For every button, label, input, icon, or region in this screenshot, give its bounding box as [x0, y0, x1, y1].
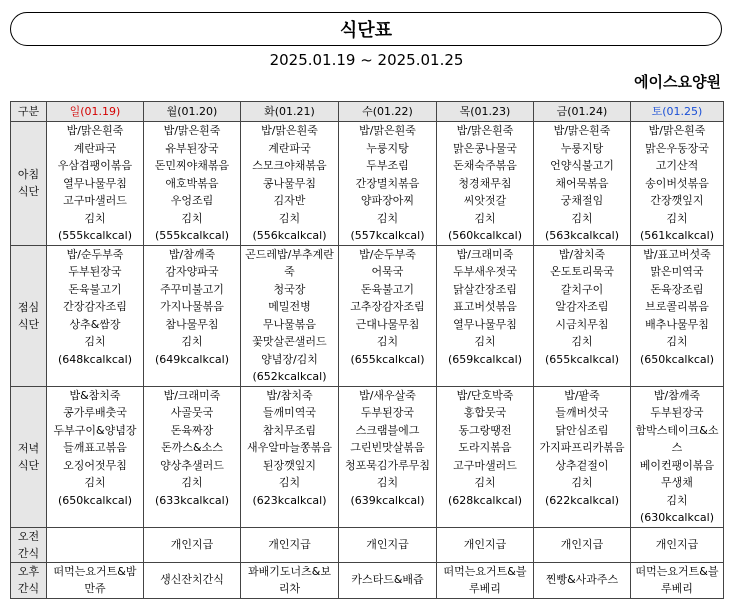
menu-item: 밥/맑은흰죽	[648, 124, 706, 137]
menu-item: 밥/맑은흰죽	[163, 124, 221, 137]
menu-item: 오징어젓무침	[63, 458, 127, 472]
menu-cell	[631, 122, 724, 246]
menu-item: 감자양파국	[165, 265, 219, 278]
snack-label-line: 오후	[17, 565, 40, 578]
menu-item: (633kcalkcal)	[154, 493, 229, 507]
menu-item: 김치	[666, 493, 688, 507]
meal-label-line: 저녁	[17, 441, 40, 455]
snack-item: 개인지급	[463, 537, 507, 551]
menu-item: (560kcalkcal)	[447, 229, 522, 242]
menu-item: 간장깻잎지	[650, 194, 704, 207]
meal-body	[11, 122, 724, 599]
day-header-sun: 일(01.19)	[47, 102, 144, 122]
menu-item: 두부구이&양념장	[53, 423, 137, 437]
menu-item: (652kcalkcal)	[252, 370, 327, 383]
menu-item: (650kcalkcal)	[57, 493, 132, 507]
snack-cell	[47, 527, 144, 562]
menu-item: 김치	[84, 335, 106, 348]
menu-cell	[144, 386, 241, 527]
menu-item: 밥/참치죽	[266, 388, 313, 402]
menu-item: 꽃맛살콘샐러드	[252, 335, 327, 348]
menu-item: (655kcalkcal)	[350, 352, 425, 366]
menu-item: 가지파프리카볶음	[539, 441, 625, 454]
menu-item: 두부된장국	[650, 406, 704, 419]
menu-item: 계란파국	[73, 141, 117, 155]
menu-item: 김치	[84, 211, 106, 225]
menu-item: 된장깻잎지	[262, 458, 317, 472]
menu-item: 밥/크래미죽	[163, 388, 221, 402]
menu-item: (650kcalkcal)	[639, 352, 714, 366]
menu-item: 열무나물무침	[453, 317, 517, 331]
snack-cell	[631, 527, 724, 562]
menu-item: (630kcalkcal)	[639, 511, 714, 524]
menu-item: 참치무조림	[262, 423, 317, 437]
menu-item: 씨앗젓갈	[463, 194, 507, 207]
menu-item: 온도토리묵국	[550, 265, 614, 278]
menu-cell	[631, 245, 724, 386]
snack-label	[11, 527, 47, 562]
menu-item: 들깨표고볶음	[63, 441, 127, 454]
day-header-thu: 목(01.23)	[437, 102, 534, 122]
menu-item: 애호박볶음	[165, 176, 219, 190]
menu-item: 청포묵김가루무침	[344, 458, 430, 472]
snack-cell	[144, 527, 241, 562]
day-header-fri: 금(01.24)	[534, 102, 631, 122]
day-header-sat: 토(01.25)	[631, 102, 724, 122]
menu-item: 김치	[571, 335, 593, 348]
menu-item: (557kcalkcal)	[350, 229, 425, 242]
menu-item: 고구마샐러드	[453, 458, 517, 472]
menu-item: 밥/새우살죽	[359, 388, 416, 402]
menu-item: 콩가루배춧국	[63, 406, 127, 419]
menu-cell	[47, 122, 144, 246]
menu-item: 주꾸미불고기	[160, 282, 224, 296]
menu-item: 밥/순두부죽	[359, 247, 416, 261]
menu-item: 청국장	[273, 282, 306, 296]
menu-item: (648kcalkcal)	[57, 352, 132, 366]
menu-item: 알감자조림	[555, 300, 609, 313]
menu-item: 김치	[278, 211, 301, 225]
menu-item: 밥/맑은흰죽	[359, 124, 416, 137]
menu-item: 배추나물무침	[645, 317, 709, 331]
menu-item: 김치	[181, 211, 203, 225]
snack-cell	[241, 527, 339, 562]
menu-item: (622kcalkcal)	[544, 493, 619, 507]
menu-item: 김치	[278, 476, 301, 489]
menu-item: 김치	[474, 211, 496, 225]
menu-item: 콩나물무침	[262, 176, 317, 190]
meal-row-lunch	[11, 245, 724, 386]
menu-item: 김치	[376, 211, 399, 225]
menu-cell	[437, 122, 534, 246]
menu-item: 홍합뭇국	[463, 406, 507, 419]
meal-label	[11, 122, 47, 246]
menu-item: 밥&참치죽	[69, 388, 121, 402]
menu-item: 그린빈맛살볶음	[350, 441, 425, 454]
snack-label-line: 오전	[17, 529, 40, 543]
menu-cell	[437, 386, 534, 527]
menu-item: 사골뭇국	[170, 406, 214, 419]
menu-item: 김치	[181, 476, 203, 489]
header-row	[11, 102, 724, 122]
meal-label	[11, 386, 47, 527]
menu-cell	[339, 245, 437, 386]
menu-item: (623kcalkcal)	[252, 493, 327, 507]
menu-item: 김치	[84, 476, 106, 489]
corner-label: 구분	[11, 102, 47, 122]
menu-item: 무생채	[661, 476, 693, 489]
snack-item: 떠먹는요거트&블루베리	[635, 564, 719, 595]
snack-item: 떠먹는요거트&블루베리	[443, 564, 527, 595]
menu-item: 계란파국	[268, 141, 311, 155]
snack-label-line: 간식	[17, 582, 40, 595]
page-title: 식단표	[339, 20, 393, 41]
page-title-box	[10, 12, 722, 46]
menu-item: 언양식불고기	[550, 159, 614, 172]
snack-item: 개인지급	[655, 537, 699, 551]
menu-item: 밥/팥죽	[564, 388, 600, 402]
menu-item: 맑은미역국	[650, 265, 704, 278]
menu-item: 스모크야채볶음	[252, 159, 327, 172]
menu-item: 밥/맑은흰죽	[261, 124, 318, 137]
meal-label	[11, 245, 47, 386]
menu-item: 유부된장국	[165, 141, 219, 155]
menu-cell	[339, 122, 437, 246]
menu-item: 어묵국	[371, 265, 404, 278]
meal-row-breakfast	[11, 122, 724, 246]
menu-item: 누룽지탕	[560, 141, 604, 155]
menu-item: 동그랑땡전	[458, 423, 512, 437]
menu-item: (561kcalkcal)	[639, 229, 714, 242]
menu-item: 갈치구이	[560, 282, 604, 296]
menu-item: (628kcalkcal)	[447, 493, 522, 507]
meal-label-line: 식단	[17, 458, 40, 472]
menu-item: 김치	[376, 335, 399, 348]
menu-item: 상추겉절이	[555, 458, 609, 472]
snack-cell	[437, 527, 534, 562]
snack-item: 개인지급	[268, 537, 311, 551]
menu-item: 돈채숙주볶음	[453, 159, 517, 172]
menu-item: 밥/참치죽	[558, 247, 606, 261]
meal-label-line: 아침	[17, 168, 40, 182]
snack-label-line: 간식	[17, 546, 40, 560]
snack-row-morning-snack	[11, 527, 724, 562]
menu-item: 밥/맑은흰죽	[456, 124, 514, 137]
menu-item: 새우알마늘쫑볶음	[246, 441, 332, 454]
snack-item: 카스타드&배즙	[351, 573, 424, 587]
day-header-mon: 월(01.20)	[144, 102, 241, 122]
meal-row-dinner	[11, 386, 724, 527]
menu-item: 무나물볶음	[262, 317, 317, 331]
snack-cell	[534, 527, 631, 562]
menu-item: 김치	[571, 211, 593, 225]
menu-item: 돈민찌야채볶음	[154, 159, 230, 172]
menu-cell	[47, 386, 144, 527]
menu-item: 김치	[571, 476, 593, 489]
menu-item: 스크램블에그	[355, 423, 420, 437]
menu-item: 밥/크래미죽	[456, 247, 514, 261]
menu-item: (649kcalkcal)	[154, 352, 229, 366]
menu-item: (563kcalkcal)	[544, 229, 619, 242]
menu-item: 가지나물볶음	[160, 300, 224, 313]
menu-item: 김치	[666, 211, 688, 225]
menu-item: 참나물무침	[165, 317, 219, 331]
menu-cell	[339, 386, 437, 527]
menu-cell	[437, 245, 534, 386]
menu-item: 고구마샐러드	[63, 194, 127, 207]
menu-item: 두부된장국	[360, 406, 415, 419]
menu-item: 두부조림	[366, 159, 409, 172]
menu-item: 근대나물무침	[355, 317, 420, 331]
menu-item: 베이컨팽이볶음	[639, 458, 715, 472]
menu-item: 밥/참깨죽	[653, 388, 701, 402]
menu-cell	[241, 386, 339, 527]
menu-item: 김자반	[273, 194, 306, 207]
menu-item: 함박스테이크&소스	[635, 423, 719, 454]
menu-item: 돈육불고기	[360, 282, 415, 296]
snack-item: 찐빵&사과주스	[545, 573, 619, 587]
menu-item: 곤드레밥/부추계란죽	[245, 247, 334, 278]
menu-item: 청경채무침	[458, 176, 512, 190]
menu-item: 돈육장조림	[650, 282, 704, 296]
menu-item: 김치	[666, 335, 688, 348]
menu-cell	[47, 245, 144, 386]
menu-cell	[534, 122, 631, 246]
day-header-tue: 화(01.21)	[241, 102, 339, 122]
menu-item: 두부된장국	[68, 265, 122, 278]
menu-item: 돈까스&소스	[161, 441, 223, 454]
menu-item: 닭살간장조림	[453, 282, 517, 296]
menu-cell	[631, 386, 724, 527]
menu-cell	[534, 386, 631, 527]
day-header-wed: 수(01.22)	[339, 102, 437, 122]
menu-item: (659kcalkcal)	[447, 352, 522, 366]
menu-item: 간장멸치볶음	[355, 176, 420, 190]
snack-item: 꽈배기도너츠&보리차	[248, 564, 331, 595]
menu-item: 밥/참깨죽	[168, 247, 216, 261]
menu-item: 돈육짜장	[170, 423, 214, 437]
menu-item: 우엉조림	[170, 194, 214, 207]
menu-cell	[144, 245, 241, 386]
menu-item: 밥/표고버섯죽	[643, 247, 711, 261]
meal-label-line: 점심	[17, 300, 40, 314]
menu-item: 표고버섯볶음	[453, 300, 517, 313]
menu-item: 양상추샐러드	[160, 458, 224, 472]
menu-item: (555kcalkcal)	[57, 229, 132, 242]
menu-item: (639kcalkcal)	[350, 493, 425, 507]
menu-item: 맑은우동장국	[645, 141, 709, 155]
menu-cell	[241, 122, 339, 246]
menu-item: 시금치무침	[555, 317, 609, 331]
facility-name: 에이스요양원	[634, 73, 721, 91]
menu-item: 고추장감자조림	[350, 300, 425, 313]
menu-item: 양념장/김치	[261, 352, 318, 366]
meal-label-line: 식단	[17, 185, 40, 199]
menu-item: 김치	[181, 335, 203, 348]
menu-item: 양파장아찌	[360, 194, 415, 207]
snack-item: 개인지급	[366, 537, 409, 551]
menu-item: 송이버섯볶음	[645, 176, 709, 190]
date-range: 2025.01.19 ~ 2025.01.25	[269, 51, 464, 69]
menu-item: 들깨버섯국	[555, 406, 609, 419]
menu-item: 밥/단호박죽	[456, 388, 514, 402]
snack-item: 개인지급	[560, 537, 604, 551]
menu-item: 닭안심조림	[555, 423, 609, 437]
menu-item: 상추&쌈장	[69, 317, 121, 331]
snack-item: 개인지급	[170, 537, 214, 551]
snack-cell	[339, 527, 437, 562]
menu-cell	[144, 122, 241, 246]
menu-item: 우삼겹팽이볶음	[57, 159, 133, 172]
menu-item: 김치	[376, 476, 399, 489]
menu-cell	[534, 245, 631, 386]
menu-item: 밥/맑은흰죽	[66, 124, 124, 137]
menu-item: 메밀전병	[268, 300, 311, 313]
meal-label-line: 식단	[17, 317, 40, 331]
menu-item: 열무나물무침	[63, 176, 127, 190]
menu-item: 들깨미역국	[262, 406, 317, 419]
menu-item: 김치	[474, 476, 496, 489]
menu-item: (655kcalkcal)	[544, 352, 619, 366]
menu-item: 고기산적	[655, 159, 699, 172]
menu-item: 두부새우젓국	[453, 265, 517, 278]
menu-item: 밥/순두부죽	[66, 247, 124, 261]
menu-item: 브로콜리볶음	[645, 300, 709, 313]
menu-item: 김치	[474, 335, 496, 348]
menu-item: 돈육불고기	[68, 282, 122, 296]
snack-item: 생신잔치간식	[160, 573, 224, 587]
menu-item: 밥/맑은흰죽	[553, 124, 611, 137]
meal-plan-table	[10, 101, 724, 599]
menu-item: 누룽지탕	[366, 141, 409, 155]
menu-item: 궁채절임	[560, 194, 604, 207]
menu-cell	[241, 245, 339, 386]
menu-item: (556kcalkcal)	[252, 229, 327, 242]
menu-item: (555kcalkcal)	[154, 229, 229, 242]
menu-item: 도라지볶음	[458, 441, 512, 454]
menu-item: 맑은콩나물국	[453, 141, 517, 155]
menu-item: 간장감자조림	[63, 300, 127, 313]
snack-item: 떠먹는요거트&밤만쥬	[53, 564, 137, 595]
menu-item: 채어묵볶음	[555, 176, 609, 190]
